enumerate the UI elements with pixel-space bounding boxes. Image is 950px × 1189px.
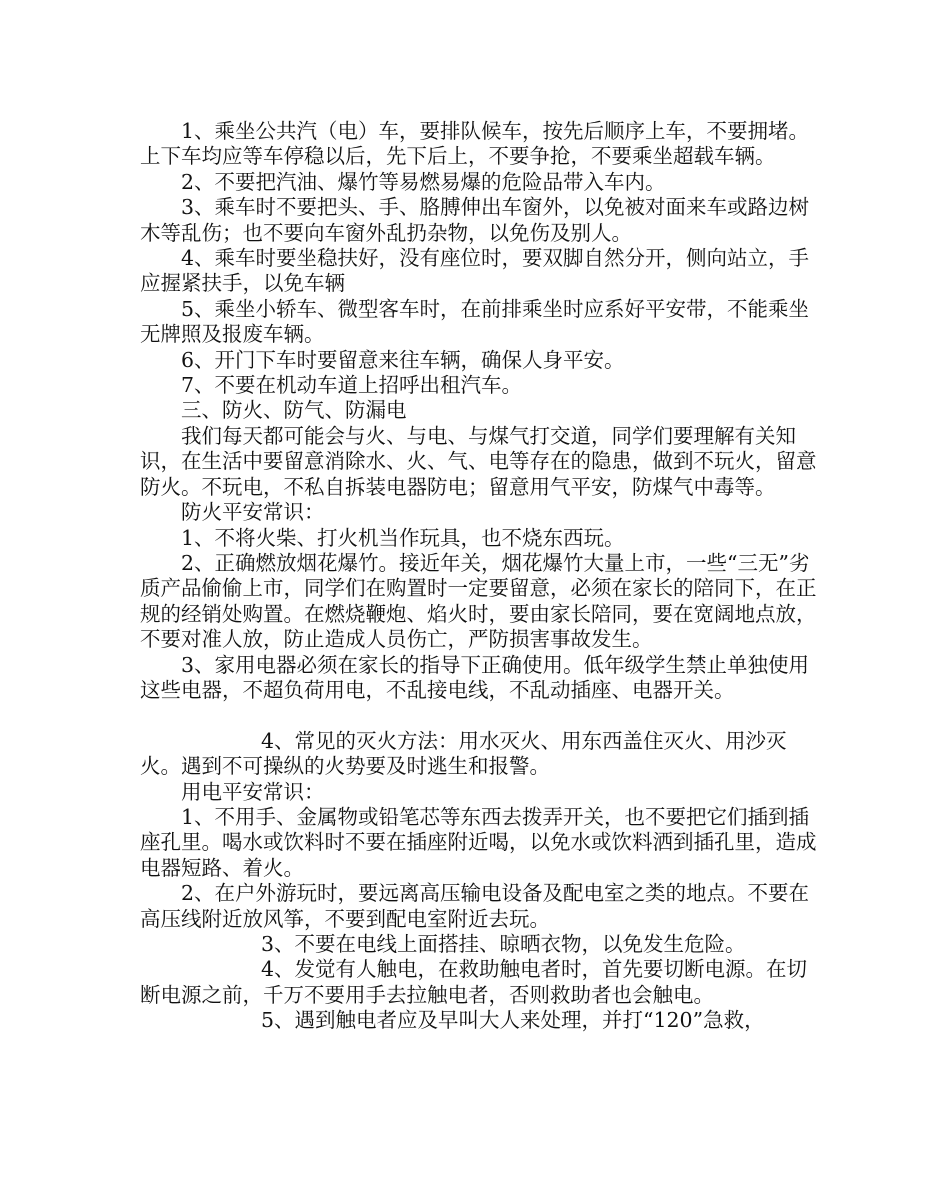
paragraph-daily-hazards: 我们每天都可能会与火、与电、与煤气打交道，同学们要理解有关知识，在生活中要留意消除水、火、气、电等存在的隐患，做到不玩火，留意防火。不玩电，不私自拆装电器防电；留意用气平安，防煤气中毒等。 (140, 423, 817, 499)
paragraph-door-safety: 6、开门下车时要留意来往车辆，确保人身平安。 (181, 347, 625, 372)
document-body (140, 119, 820, 1034)
paragraph-seat-belt: 5、乘坐小轿车、微型客车时，在前排乘坐时应系好平安带，不能乘坐无牌照及报废车辆。 (140, 296, 810, 347)
subheading-fire-safety: 防火平安常识： (181, 500, 325, 525)
blank-line (140, 703, 820, 728)
paragraph-appliances: 3、家用电器必须在家长的指导下正确使用。低年级学生禁止单独使用这些电器，不超负荷用电，不乱接电线，不乱动插座、电器开关。 (140, 652, 810, 702)
subheading-electric-safety: 用电平安常识： (181, 779, 325, 804)
paragraph-no-head-out-window: 3、乘车时不要把头、手、胳膊伸出车窗外，以免被对面来车或路边树木等乱伤；也不要向车窗外乱扔杂物，以免伤及别人。 (140, 195, 810, 245)
paragraph-hold-handrail: 4、乘车时要坐稳扶好，没有座位时，要双脚自然分开，侧向站立，手应握紧扶手，以免车辆 (140, 246, 810, 296)
paragraph-extinguish-methods: 4、常见的灭火方法：用水灭火、用东西盖住灭火、用沙灭火。遇到不可操纵的火势要及时逃生和报警。 (140, 728, 787, 779)
paragraph-no-hazardous-items: 2、不要把汽油、爆竹等易燃易爆的危险品带入车内。 (181, 169, 666, 194)
paragraph-no-hanging-clothes: 3、不要在电线上面搭挂、晾晒衣物，以免发生危险。 (260, 931, 746, 956)
paragraph-high-voltage: 2、在户外游玩时，要远离高压输电设备及配电室之类的地点。不要在高压线附近放风筝，不要到配电室附近去玩。 (140, 881, 810, 931)
paragraph-call-120: 5、遇到触电者应及早叫大人来处理，并打“120”急救， (260, 1008, 765, 1033)
paragraph-no-taxi-hailing: 7、不要在机动车道上招呼出租汽车。 (181, 373, 523, 398)
paragraph-cut-power: 4、发觉有人触电，在救助触电者时，首先要切断电源。在切断电源之前，千万不要用手去拉触电者，否则救助者也会触电。 (140, 957, 807, 1007)
section-heading-fire-gas-electric: 三、防火、防气、防漏电 (181, 398, 407, 423)
paragraph-bus-queue: 1、乘坐公共汽（电）车，要排队候车，按先后顺序上车，不要拥堵。上下车均应等车停稳以后，先下后上，不要争抢，不要乘坐超载车辆。 (140, 119, 810, 169)
paragraph-fireworks: 2、正确燃放烟花爆竹。接近年关，烟花爆竹大量上市，一些“三无”劣质产品偷偷上市，同学们在购置时一定要留意，必须在家长的陪同下，在正规的经销处购置。在燃烧鞭炮、焰火时，要由家长陪同，要在宽阔地点放，不要对准人放，防止造成人员伤亡，严防损害事故发生。 (140, 550, 817, 652)
paragraph-no-metal-in-socket: 1、不用手、金属物或铅笔芯等东西去拨弄开关，也不要把它们插到插座孔里。喝水或饮料时不要在插座附近喝，以免水或饮料洒到插孔里，造成电器短路、着火。 (140, 804, 817, 880)
paragraph-no-matches: 1、不将火柴、打火机当作玩具，也不烧东西玩。 (181, 525, 625, 550)
